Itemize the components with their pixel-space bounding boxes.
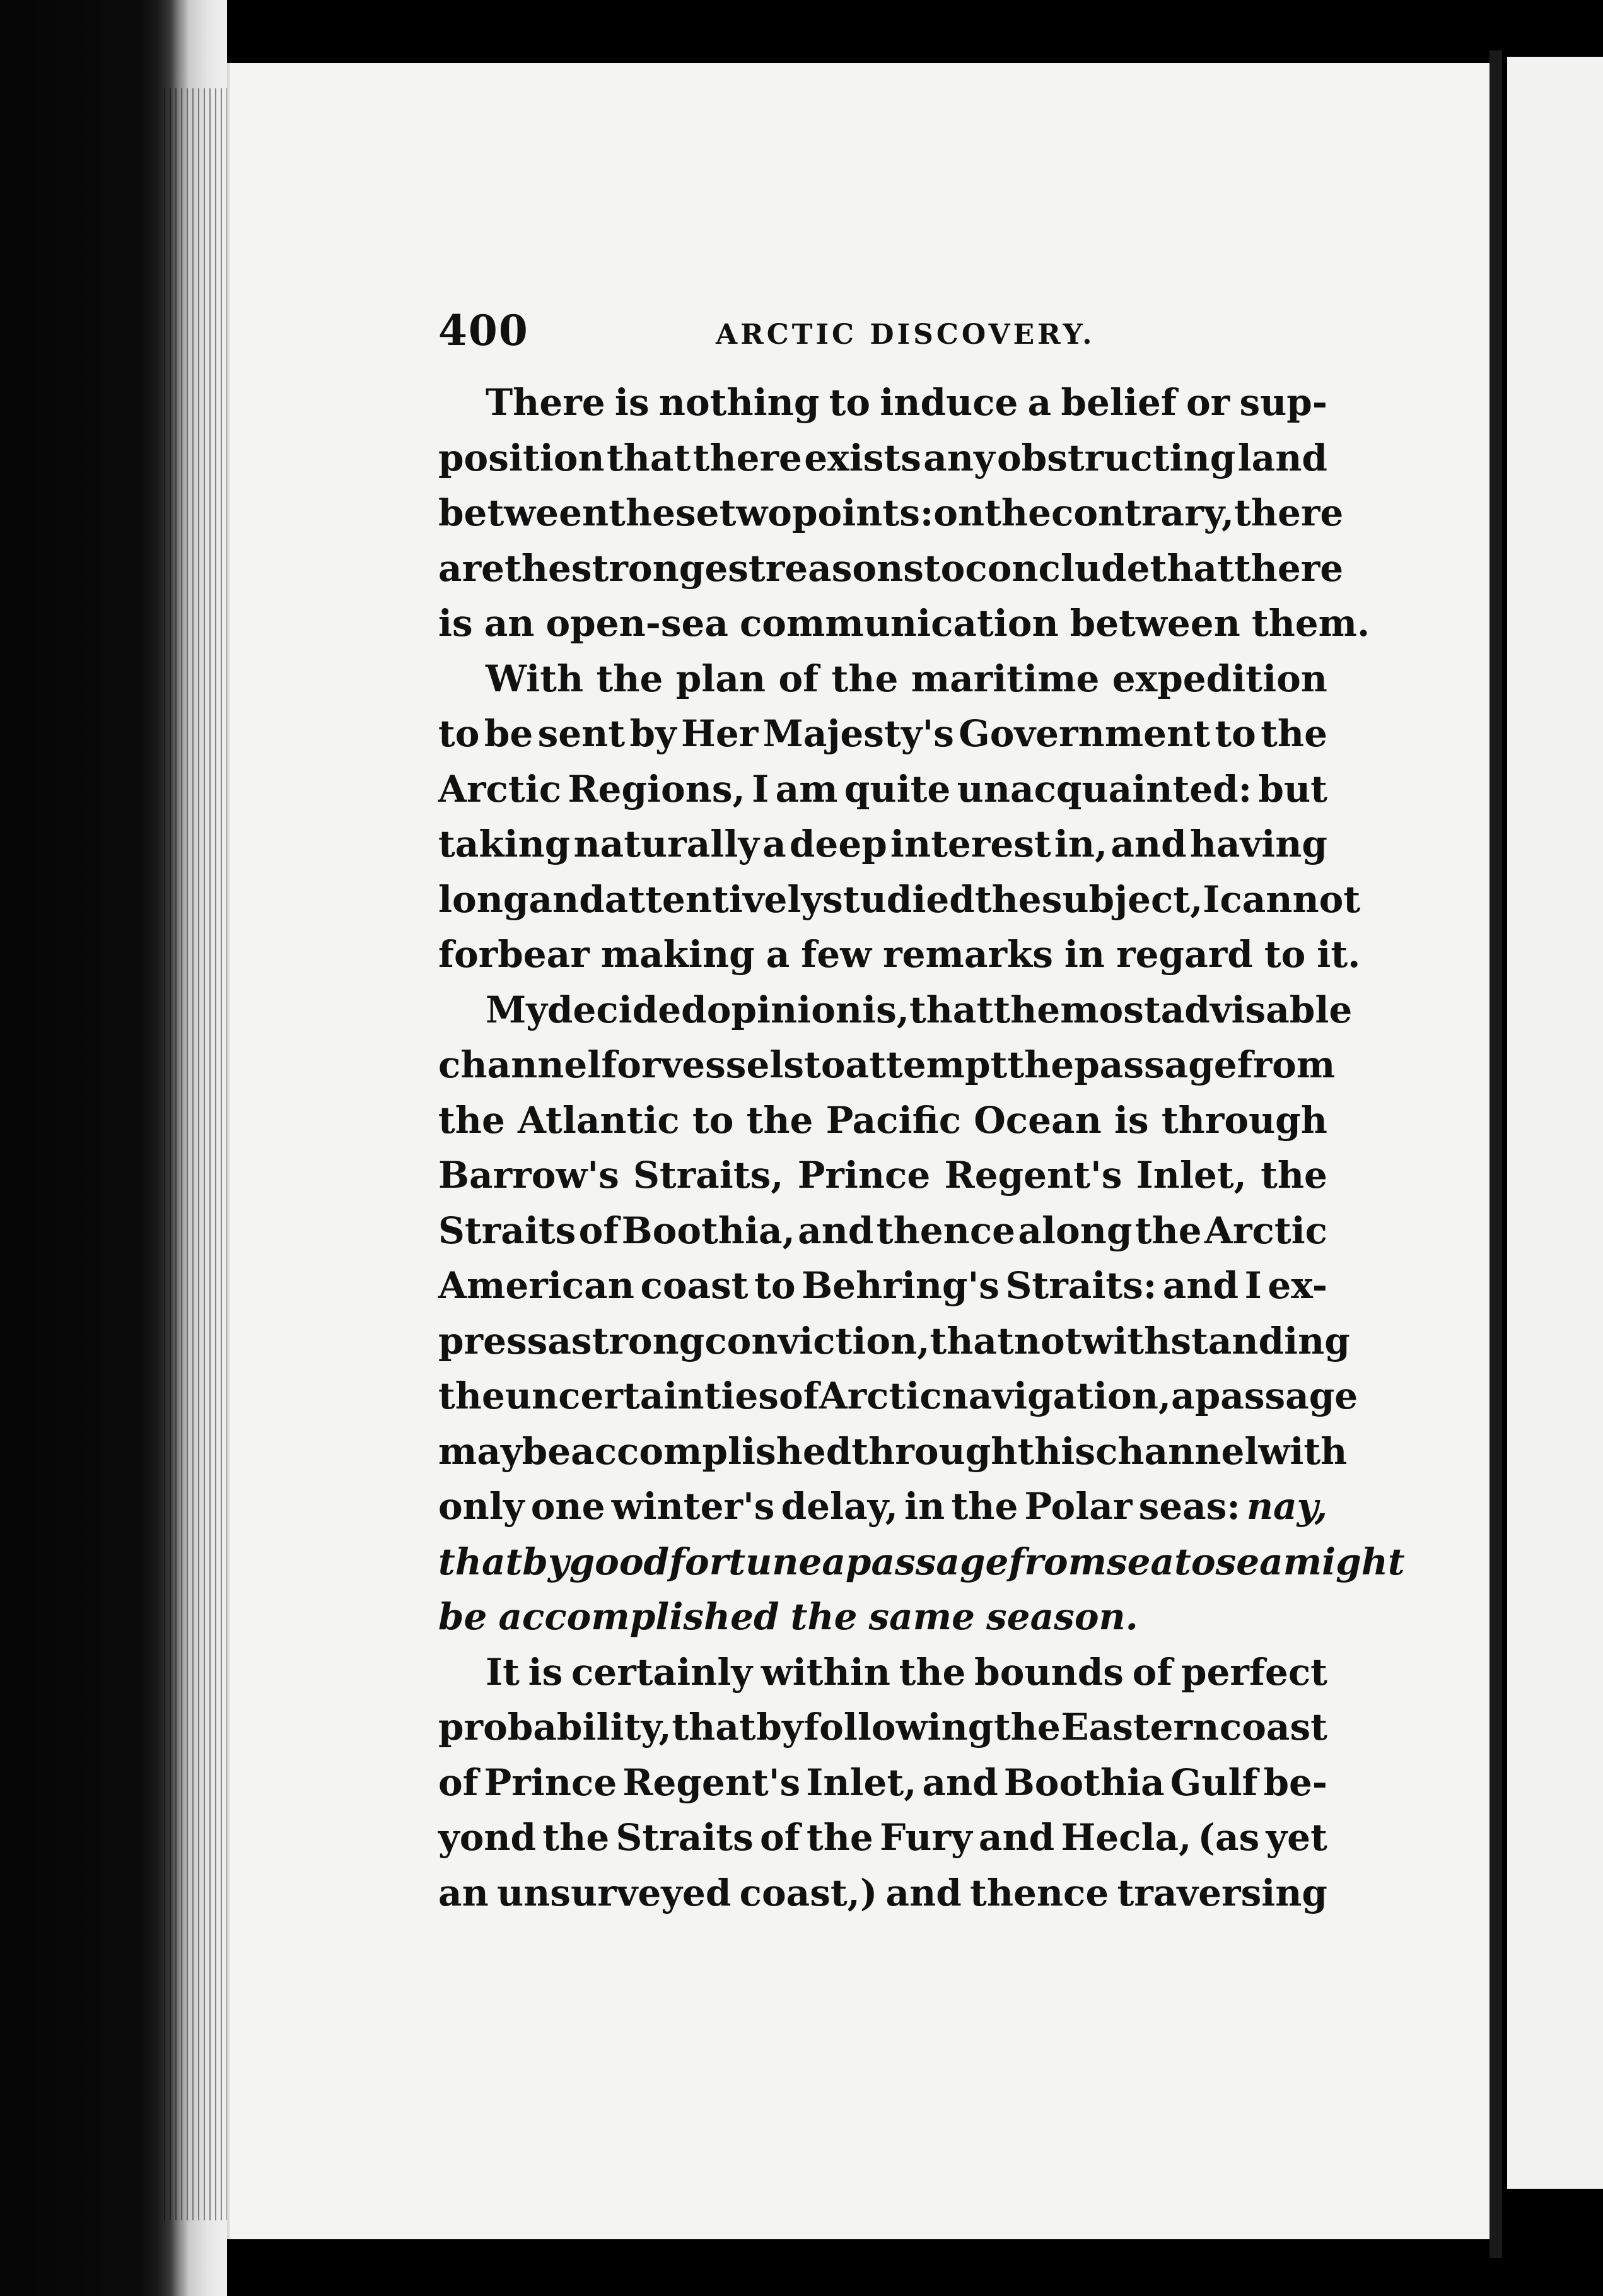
word: on xyxy=(933,491,985,534)
word: to xyxy=(1215,712,1256,755)
word: only xyxy=(438,1485,525,1528)
text-line xyxy=(438,927,1361,983)
word: Arctic xyxy=(438,767,562,811)
word: the xyxy=(1134,1209,1202,1252)
word: Government xyxy=(959,712,1210,755)
word: of xyxy=(1132,1650,1173,1694)
page-number: 400 xyxy=(438,306,529,355)
word: be xyxy=(522,1429,571,1473)
word: ex- xyxy=(1268,1264,1327,1307)
word: to xyxy=(923,546,965,590)
text-line xyxy=(438,486,1344,541)
text-line xyxy=(438,652,1327,707)
word: Her xyxy=(681,712,759,755)
word: unsurveyed xyxy=(496,1871,732,1914)
word: is xyxy=(528,1650,563,1694)
word: regard xyxy=(1116,933,1253,976)
word: traversing xyxy=(1117,1871,1327,1914)
word: may xyxy=(438,1429,522,1473)
word: and xyxy=(1110,823,1187,865)
word: that xyxy=(909,988,994,1031)
word: thence xyxy=(876,1209,1016,1252)
word: the xyxy=(1007,1043,1075,1086)
word: My xyxy=(486,988,547,1031)
word: seas: xyxy=(1138,1485,1240,1528)
word: be xyxy=(438,1595,487,1638)
word: is, xyxy=(862,988,909,1031)
word: exists xyxy=(804,436,921,479)
word: sent xyxy=(537,712,626,755)
word: subject, xyxy=(1041,877,1203,921)
word: thence xyxy=(970,1871,1109,1914)
word: sea xyxy=(1106,1540,1175,1583)
word: by xyxy=(756,1706,803,1748)
text-line xyxy=(438,596,1370,652)
text-line xyxy=(438,1424,1348,1480)
word: With xyxy=(486,657,584,700)
word: of xyxy=(778,1374,819,1417)
text-line xyxy=(438,1700,1327,1755)
text-line xyxy=(438,1204,1327,1259)
word: them. xyxy=(1251,602,1370,645)
word: points: xyxy=(791,491,934,534)
word: any xyxy=(923,436,995,479)
word: Regent's xyxy=(622,1760,801,1804)
word: few xyxy=(801,933,872,976)
word: or xyxy=(1186,381,1230,424)
word: and xyxy=(528,877,605,921)
word: there xyxy=(692,436,802,479)
word: press xyxy=(438,1319,548,1362)
word: and xyxy=(1162,1264,1239,1307)
word: It xyxy=(486,1650,520,1694)
word: forbear xyxy=(438,933,590,976)
word: same xyxy=(868,1595,976,1638)
word: perfect xyxy=(1180,1650,1327,1694)
word: channel xyxy=(438,1043,602,1086)
text-line xyxy=(438,1645,1327,1701)
word: in xyxy=(1064,933,1105,976)
word: the xyxy=(831,657,899,700)
word: certainly xyxy=(571,1650,753,1694)
facing-page-edge xyxy=(1507,57,1603,2189)
word: cannot xyxy=(1220,877,1361,921)
text-line xyxy=(438,1866,1327,1921)
word: the xyxy=(993,1706,1061,1748)
word: a xyxy=(1027,381,1052,424)
word: passage xyxy=(1194,1374,1358,1417)
word: accomplished xyxy=(498,1595,779,1638)
word: Fury xyxy=(880,1816,972,1859)
word: decided xyxy=(547,988,707,1031)
word: the xyxy=(596,657,663,700)
word: two xyxy=(719,491,792,534)
word: delay, xyxy=(781,1485,898,1528)
word: Barrow's xyxy=(438,1154,619,1197)
text-line xyxy=(438,762,1327,817)
text-line xyxy=(438,431,1327,486)
word: in xyxy=(904,1485,945,1528)
word: to xyxy=(829,381,871,424)
word: Prince xyxy=(484,1760,617,1804)
word: the xyxy=(806,1816,873,1859)
word: Pacific xyxy=(825,1098,962,1142)
word: is xyxy=(438,602,473,645)
word: I xyxy=(1244,1264,1262,1307)
word: belief xyxy=(1061,381,1177,424)
word: a xyxy=(762,823,786,865)
running-title: ARCTIC DISCOVERY. xyxy=(716,319,1095,351)
binding-texture xyxy=(164,88,227,2220)
word: am xyxy=(775,767,838,811)
word: is xyxy=(1114,1098,1149,1142)
text-line xyxy=(438,1148,1327,1204)
word: Regent's xyxy=(944,1154,1122,1197)
word: yond xyxy=(438,1816,537,1859)
word: Prince xyxy=(797,1154,931,1197)
word: that xyxy=(672,1706,756,1748)
word: passage xyxy=(845,1540,1009,1583)
word: to xyxy=(1264,933,1306,976)
word: interest xyxy=(890,823,1051,865)
word: American xyxy=(438,1264,634,1307)
word: the xyxy=(984,491,1052,534)
word: vessels xyxy=(660,1043,805,1086)
body-text xyxy=(438,375,1405,1921)
word: a xyxy=(766,933,790,976)
word: by xyxy=(629,712,677,755)
word: opinion xyxy=(706,988,863,1031)
word: (as xyxy=(1198,1816,1260,1859)
word: Straits xyxy=(438,1209,576,1252)
word: probability, xyxy=(438,1706,672,1748)
word: this xyxy=(1017,1429,1096,1473)
word: the xyxy=(438,1374,505,1417)
word: bounds xyxy=(974,1650,1124,1694)
word: the xyxy=(899,1650,966,1694)
word: but xyxy=(1258,767,1327,811)
word: having xyxy=(1189,823,1327,865)
word: through xyxy=(1161,1098,1327,1142)
word: to xyxy=(692,1098,734,1142)
word: strongest xyxy=(571,546,766,590)
word: yet xyxy=(1266,1816,1327,1859)
word: accomplished xyxy=(571,1429,852,1473)
word: by xyxy=(522,1540,569,1583)
word: an xyxy=(438,1871,489,1914)
word: within xyxy=(761,1650,890,1694)
word: of xyxy=(778,657,819,700)
text-line xyxy=(438,1258,1327,1314)
text-line xyxy=(438,1535,1405,1590)
text-line xyxy=(438,1590,1327,1645)
word: between xyxy=(1070,602,1240,645)
word: plan xyxy=(675,657,766,700)
page-gutter xyxy=(1489,50,1502,2258)
word: between xyxy=(438,491,609,534)
text-line xyxy=(438,872,1361,928)
word: Atlantic xyxy=(518,1098,680,1142)
word: induce xyxy=(880,381,1018,424)
word: the xyxy=(974,877,1042,921)
word: Straits: xyxy=(1005,1264,1157,1307)
word: Regions, xyxy=(568,767,745,811)
text-line xyxy=(438,817,1327,872)
word: attentively xyxy=(604,877,823,921)
word: and xyxy=(798,1209,874,1252)
word: Straits xyxy=(615,1816,754,1859)
word: from xyxy=(1008,1540,1107,1583)
text-line xyxy=(438,1810,1327,1866)
word: Boothia, xyxy=(621,1209,795,1252)
word: along xyxy=(1018,1209,1133,1252)
word: and xyxy=(922,1760,998,1804)
word: one xyxy=(530,1485,605,1528)
word: Boothia xyxy=(1003,1760,1165,1804)
word: there xyxy=(1234,491,1344,534)
word: are xyxy=(438,546,505,590)
word: with xyxy=(1258,1429,1348,1473)
word: that xyxy=(606,436,691,479)
word: obstructing xyxy=(997,436,1236,479)
word: Majesty's xyxy=(762,712,954,755)
word: from xyxy=(1237,1043,1336,1086)
word: most xyxy=(1060,988,1161,1031)
text-line xyxy=(438,375,1327,431)
page-text-block xyxy=(438,306,1405,1921)
word: deep xyxy=(789,823,887,865)
text-line xyxy=(438,1093,1327,1149)
word: a xyxy=(1171,1374,1195,1417)
word: Inlet, xyxy=(806,1760,917,1804)
word: Straits, xyxy=(632,1154,784,1197)
word: unacquainted: xyxy=(957,767,1252,811)
text-line xyxy=(438,983,1353,1038)
word: it. xyxy=(1317,933,1361,976)
word: Ocean xyxy=(974,1098,1102,1142)
word: contrary, xyxy=(1051,491,1235,534)
word: for xyxy=(601,1043,661,1086)
word: notwithstanding xyxy=(1013,1319,1350,1362)
word: maritime xyxy=(911,657,1100,700)
word: remarks xyxy=(883,933,1053,976)
word: conclude xyxy=(965,546,1150,590)
word: a xyxy=(547,1319,571,1362)
word: Behring's xyxy=(802,1264,1000,1307)
word: to xyxy=(804,1043,846,1086)
word: nay, xyxy=(1246,1485,1327,1528)
word: Gulf xyxy=(1170,1760,1258,1804)
word: Inlet, xyxy=(1136,1154,1247,1197)
word: Arctic xyxy=(819,1374,942,1417)
text-line xyxy=(438,1314,1350,1369)
word: quite xyxy=(844,767,951,811)
word: open-sea xyxy=(545,602,728,645)
word: the xyxy=(438,1098,505,1142)
word: that xyxy=(1150,546,1234,590)
word: land xyxy=(1237,436,1327,479)
word: and xyxy=(885,1871,962,1914)
word: these xyxy=(609,491,720,534)
text-line xyxy=(438,1755,1327,1811)
word: sup- xyxy=(1239,381,1327,424)
word: expedition xyxy=(1112,657,1327,700)
word: through xyxy=(851,1429,1018,1473)
word: strong xyxy=(571,1319,705,1362)
word: navigation, xyxy=(941,1374,1172,1417)
word: long xyxy=(438,877,529,921)
text-line xyxy=(438,1038,1336,1093)
word: fortune xyxy=(669,1540,822,1583)
word: nothing xyxy=(658,381,820,424)
word: the xyxy=(790,1595,858,1638)
word: There xyxy=(486,381,605,424)
word: I xyxy=(752,767,769,811)
word: a xyxy=(822,1540,846,1583)
word: uncertainties xyxy=(504,1374,779,1417)
word: passage xyxy=(1074,1043,1237,1086)
word: advisable xyxy=(1160,988,1353,1031)
word: taking xyxy=(438,823,571,865)
word: season. xyxy=(986,1595,1138,1638)
word: might xyxy=(1283,1540,1405,1583)
word: the xyxy=(993,988,1061,1031)
word: the xyxy=(951,1485,1018,1528)
text-line xyxy=(438,706,1327,762)
word: Polar xyxy=(1024,1485,1133,1528)
word: winter's xyxy=(611,1485,775,1528)
word: naturally xyxy=(573,823,760,865)
word: in, xyxy=(1054,823,1108,865)
word: Hecla, xyxy=(1061,1816,1192,1859)
word: is xyxy=(614,381,650,424)
word: the xyxy=(1261,1154,1327,1197)
text-line xyxy=(438,1369,1358,1424)
word: the xyxy=(1261,712,1327,755)
word: of xyxy=(438,1760,479,1804)
word: there xyxy=(1233,546,1344,590)
word: attempt xyxy=(845,1043,1008,1086)
word: the xyxy=(746,1098,813,1142)
word: position xyxy=(438,436,605,479)
word: to xyxy=(754,1264,796,1307)
word: good xyxy=(569,1540,670,1583)
word: coast xyxy=(640,1264,749,1307)
word: to xyxy=(1174,1540,1216,1583)
word: be- xyxy=(1263,1760,1327,1804)
word: reasons xyxy=(765,546,924,590)
word: making xyxy=(600,933,755,976)
word: the xyxy=(504,546,571,590)
word: Eastern xyxy=(1061,1706,1220,1748)
word: an xyxy=(484,602,535,645)
word: communication xyxy=(739,602,1059,645)
word: the xyxy=(542,1816,610,1859)
word: following xyxy=(803,1706,994,1748)
text-line xyxy=(438,541,1344,597)
word: that xyxy=(930,1319,1014,1362)
word: to xyxy=(438,712,480,755)
word: conviction, xyxy=(704,1319,930,1362)
text-line xyxy=(438,1479,1327,1535)
word: studied xyxy=(822,877,975,921)
word: of xyxy=(760,1816,800,1859)
word: I xyxy=(1203,877,1220,921)
word: sea xyxy=(1215,1540,1283,1583)
word: Arctic xyxy=(1204,1209,1327,1252)
word: and xyxy=(978,1816,1055,1859)
running-head xyxy=(438,306,1327,363)
word: be xyxy=(484,712,533,755)
word: coast xyxy=(1219,1706,1327,1748)
word: channel xyxy=(1095,1429,1259,1473)
word: that xyxy=(438,1540,523,1583)
word: of xyxy=(578,1209,619,1252)
word: coast,) xyxy=(739,1871,878,1914)
